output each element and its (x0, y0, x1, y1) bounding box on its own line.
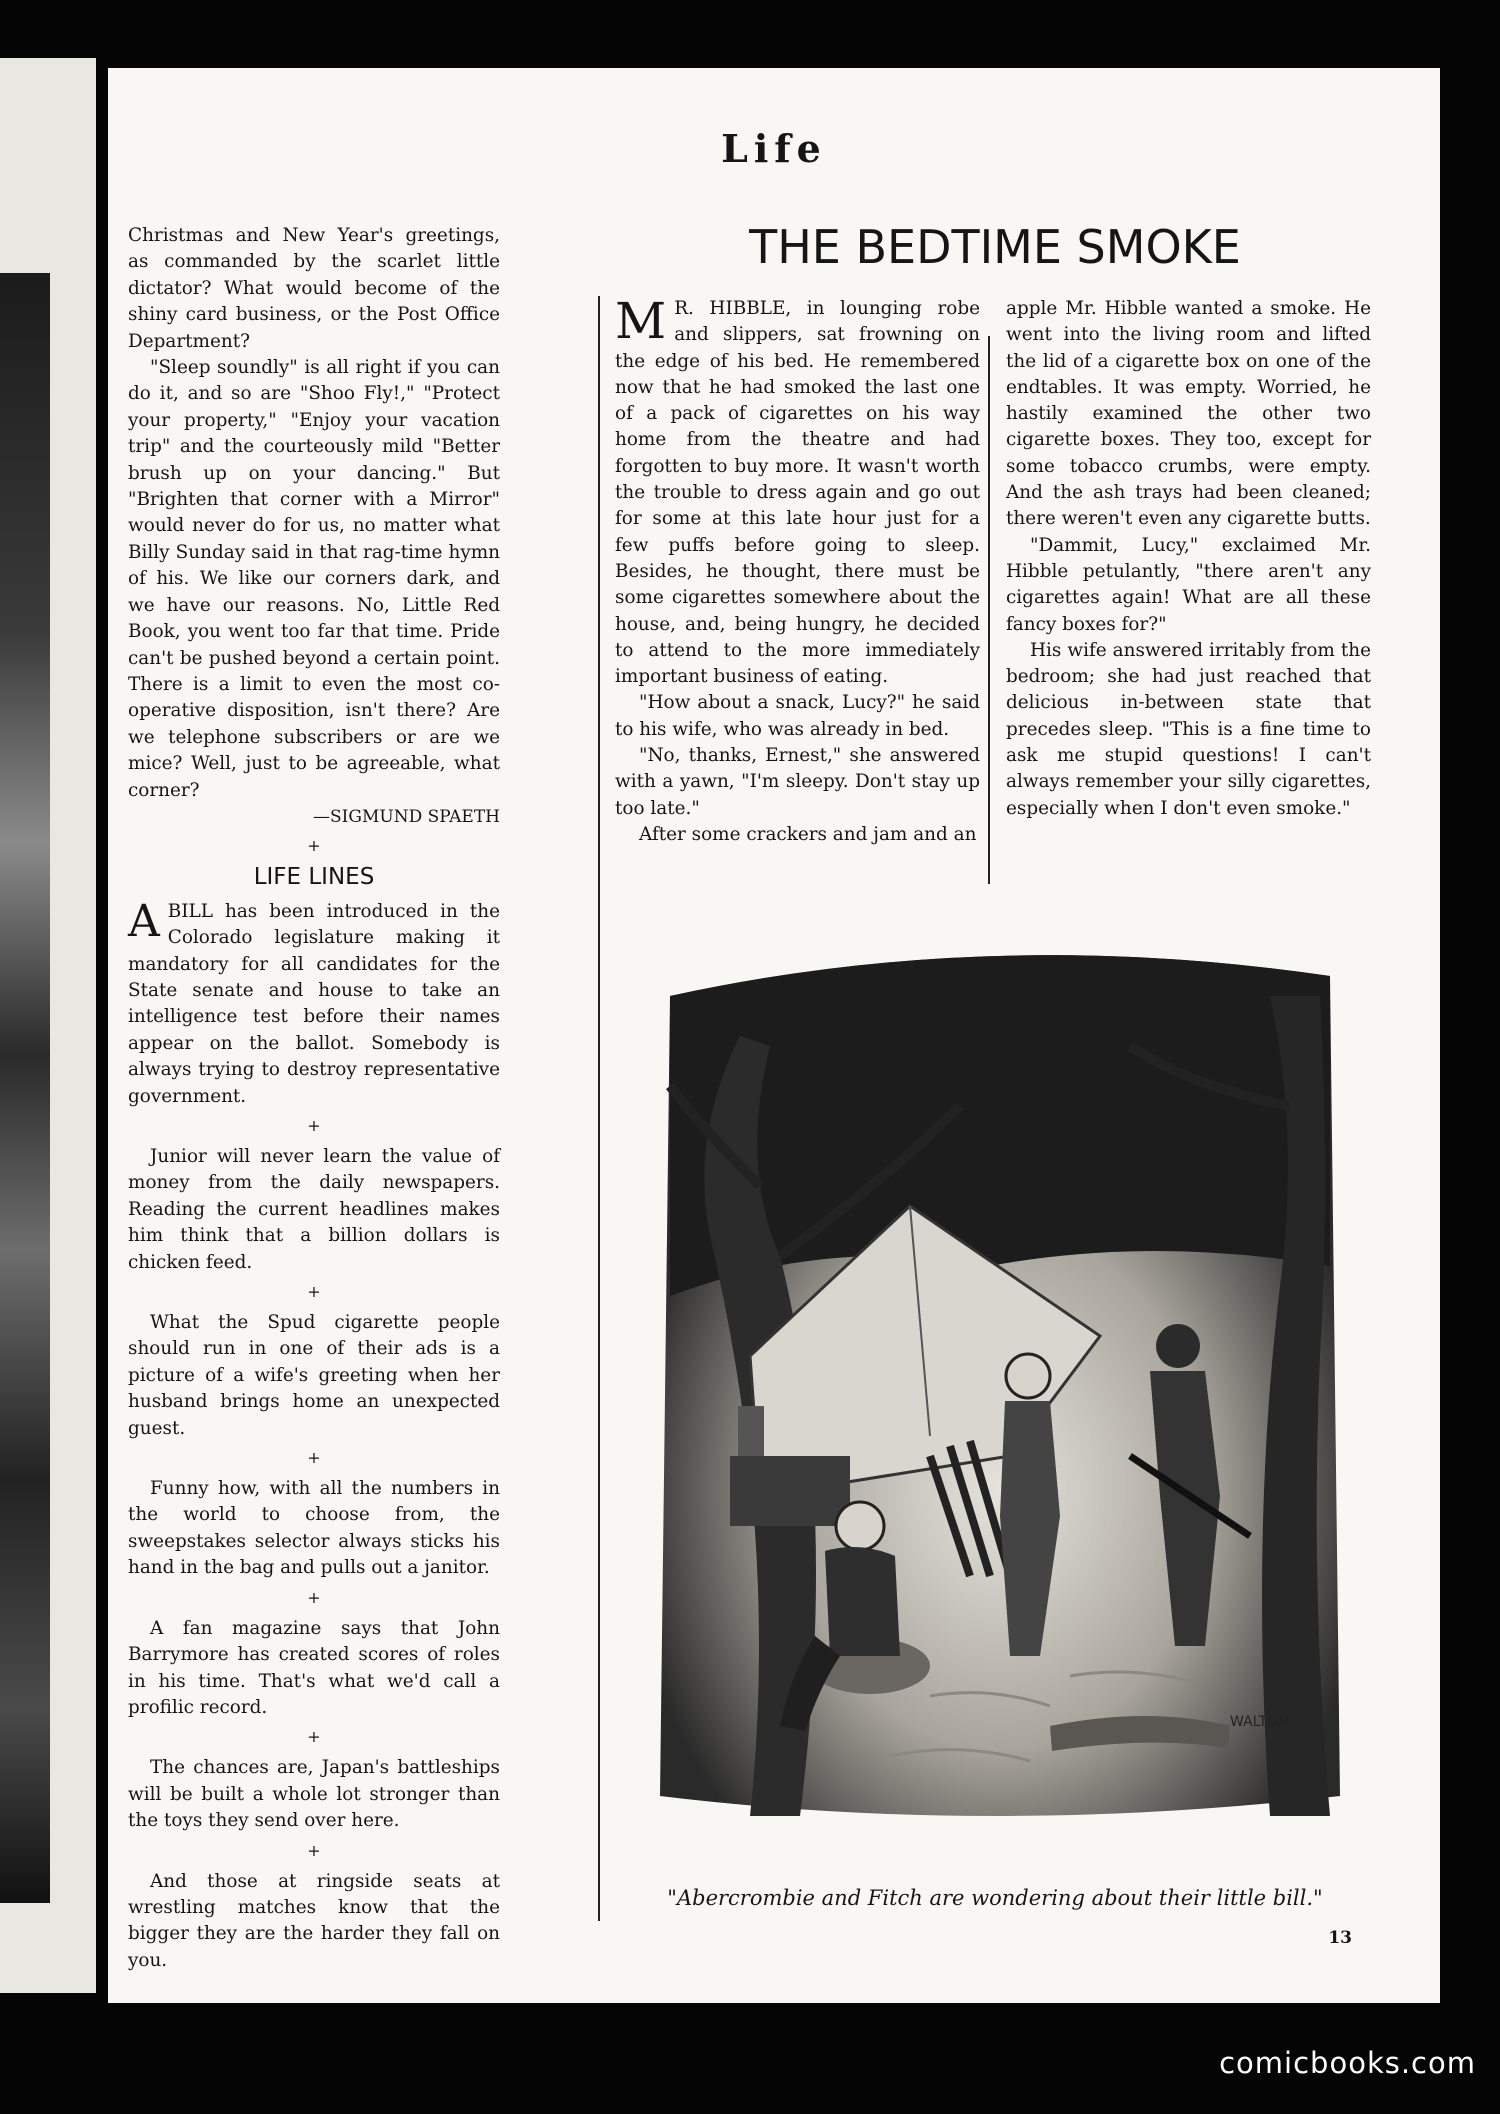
guide-figure (1156, 1324, 1200, 1368)
previous-page-photo (0, 273, 50, 1903)
story-title: THE BEDTIME SMOKE (749, 220, 1241, 274)
life-line-item: A fan magazine says that John Barrymore has created scores of roles in his time. That's what we'd call a profilic record. (128, 1617, 500, 1718)
artist-signature: WALTON (1230, 1714, 1289, 1730)
story-paragraph: M R. HIBBLE, in lounging robe and slippers, sat frowning on the edge of his bed. He remembered now that he had smoked the last one of a pack of cigarettes on his way home from the theatre and had forgotten to buy more. It wasn't worth the trouble to dress again and go out for some at this late hour just for a few puffs before going to sleep. Besides, he thought, there must be some cigarettes somewhere about the house, and, being hungry, he decided to attend to the more immediately important business of eating. (615, 292, 980, 688)
site-watermark: comicbooks.com (1219, 2046, 1476, 2080)
cartoon-illustration (630, 936, 1352, 1866)
column-divider (598, 296, 600, 1921)
woman-figure (1006, 1354, 1050, 1398)
separator-icon: + (307, 1587, 321, 1607)
story-paragraph: apple Mr. Hibble wanted a smoke. He went into the living room and lifted the lid of a cigarette box on one of the endtables. It was empty. Worried, he hastily examined the other two cigarette boxes. They too, except for some tobacco crumbs, were empty. And the ash trays had been cleaned; there weren't even any cigarette butts. (1006, 298, 1371, 530)
story-paragraph: After some crackers and jam and an (639, 823, 977, 845)
lantern-icon (738, 1406, 764, 1456)
masthead: Life (721, 126, 827, 171)
previous-page-edge (0, 58, 96, 1993)
cartoon-caption: "Abercrombie and Fitch are wondering about their little bill." (667, 1886, 1323, 1910)
life-line-item: Junior will never learn the value of money from the daily newspapers. Reading the current headlines makes him think that a billion dollars is chicken feed. (128, 1146, 500, 1273)
life-line-item: ABILL has been introduced in the Colorado legislature making it mandatory for all candidates for the State senate and house to take an intelligence test before their names appear on the ballot. Somebody is always trying to destroy representative government. (128, 895, 500, 1107)
separator-icon: + (307, 1282, 321, 1302)
supply-crate (730, 1456, 850, 1526)
story-column-2 (1006, 296, 1371, 822)
pith-helmet-figure (836, 1502, 884, 1550)
life-line-item: Funny how, with all the numbers in the world to choose from, the sweepstakes selector always sticks his hand in the bag and pulls out a janitor. (128, 1478, 500, 1579)
column-divider (988, 336, 990, 884)
separator-icon: + (307, 1840, 321, 1860)
separator-icon: + (307, 1116, 321, 1135)
life-line-item: What the Spud cigarette people should run in one of their ads is a picture of a wife's greeting when her husband brings home an unexpected guest. (128, 1312, 500, 1439)
life-line-item: And those at ringside seats at wrestling matches know that the bigger they are the harder they fall on you. (128, 1870, 500, 1971)
magazine-page (108, 68, 1440, 2003)
story-paragraph: "No, thanks, Ernest," she answered with a yawn, "I'm sleepy. Don't stay up too late." (615, 745, 980, 819)
story-paragraph: "How about a snack, Lucy?" he said to his wife, who was already in bed. (615, 692, 980, 740)
left-column (128, 223, 500, 1974)
continued-paragraph: Christmas and New Year's greetings, as commanded by the scarlet little dictator? What would become of the shiny card business, or the Post Office Department? (128, 225, 500, 352)
author-signature: —SIGMUND SPAETH (313, 806, 500, 827)
separator-icon: + (307, 836, 321, 856)
story-column-1 (615, 292, 980, 848)
drop-cap: M (615, 292, 667, 350)
article-paragraph: "Sleep soundly" is all right if you can do it, and so are "Shoo Fly!," "Protect your property," "Enjoy your vacation trip" and the courteously mild "Better brush up on your dancing." But "Brighten that corner with a Mirror" would never do for us, no matter what Billy Sunday said in that rag-time hymn of his. We like our corners dark, and we have our reasons. No, Little Red Book, you went too far that time. Pride can't be pushed beyond a certain point. There is a limit to even the most co-operative disposition, isn't there? Are we telephone subscribers or are we mice? Well, just to be agreeable, what corner? (128, 357, 500, 801)
story-paragraph: "Dammit, Lucy," exclaimed Mr. Hibble petulantly, "there aren't any cigarettes again! What are all these fancy boxes for?" (1006, 534, 1371, 635)
page-number: 13 (1328, 1928, 1352, 1948)
drop-cap: A (128, 895, 160, 947)
life-line-item: The chances are, Japan's battleships will be built a whole lot stronger than the toys they send over here. (128, 1757, 500, 1832)
story-paragraph: His wife answered irritably from the bedroom; she had just reached that delicious in-between state that precedes sleep. "This is a fine time to ask me stupid questions! I can't always remember your silly cigarettes, especially when I don't even smoke." (1006, 639, 1371, 819)
separator-icon: + (307, 1448, 321, 1468)
separator-icon: + (307, 1727, 321, 1747)
section-title: LIFE LINES (253, 864, 375, 891)
